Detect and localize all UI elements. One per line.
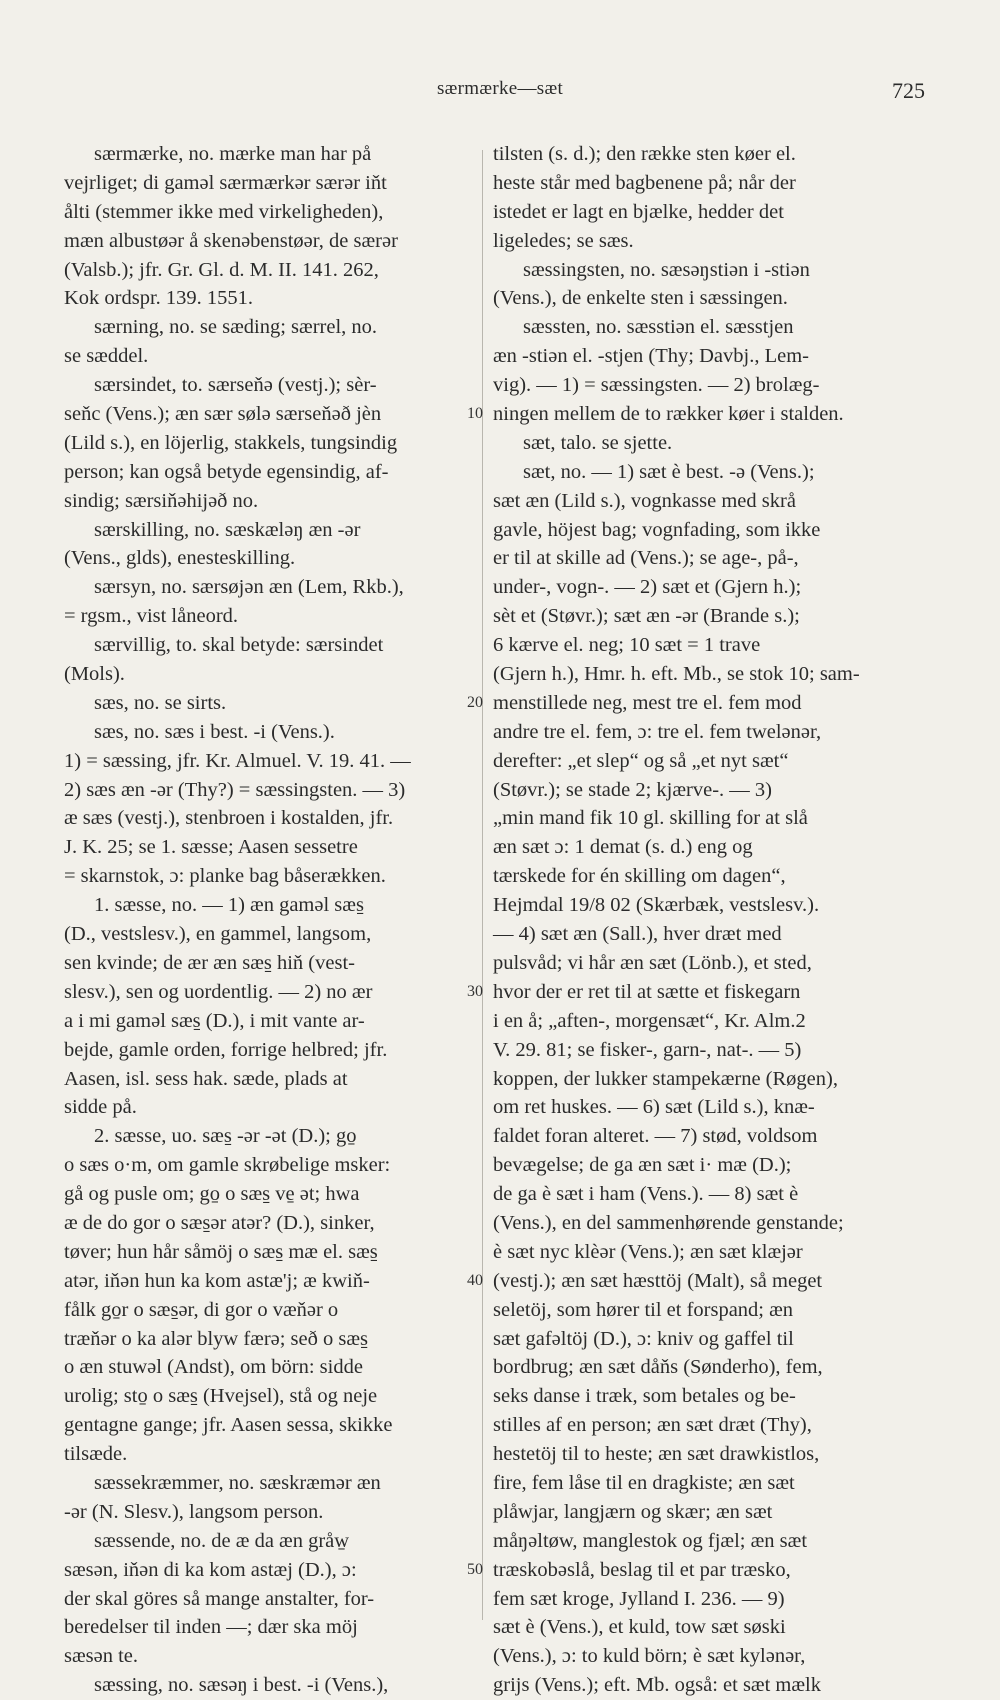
text-line: sèt et (Støvr.); sæt æn -ər (Brande s.);	[493, 605, 800, 628]
text-line: bordbrug; æn sæt dåňs (Sønderho), fem,	[493, 1356, 823, 1379]
text-line: 1. sæsse, no. — 1) æn gaməl sæs̱	[94, 894, 364, 917]
text-line: æn sæt ɔ: 1 demat (s. d.) eng og	[493, 836, 753, 859]
text-line: urolig; sto̱ o sæs̱ (Hvejsel), stå og neje	[64, 1385, 378, 1408]
text-line: sæs, no. sæs i best. -i (Vens.).	[94, 720, 335, 743]
text-line: sæssekræmmer, no. sæskræmər æn	[94, 1471, 381, 1494]
text-line: sindig; særsiňəhijəð no.	[64, 489, 259, 512]
text-line: tøver; hun hår såmöj o sæs̱ mæ el. sæs̱	[64, 1240, 378, 1263]
text-line: koppen, der lukker stampekærne (Røgen),	[493, 1067, 838, 1090]
text-line: 6 kærve el. neg; 10 sæt = 1 trave	[493, 634, 761, 657]
text-line: særsindet, to. særseňə (vestj.); sèr-	[94, 374, 377, 397]
text-line: 2) sæs æn -ər (Thy?) = sæssingsten. — 3)	[64, 778, 406, 801]
text-line: sæt, no. — 1) sæt è best. -ə (Vens.);	[523, 460, 815, 483]
text-line: sæsən te.	[64, 1645, 139, 1668]
text-line: grijs (Vens.); eft. Mb. også: et sæt mælk	[493, 1674, 821, 1697]
text-line: (Gjern h.), Hmr. h. eft. Mb., se stok 10; sam-	[493, 663, 860, 686]
text-line: se sæddel.	[64, 345, 149, 368]
text-line: ningen mellem de to rækker køer i stalden.	[493, 403, 844, 426]
text-line: gentagne gange; jfr. Aasen sessa, skikke	[64, 1414, 393, 1437]
text-line: beredelser til inden —; dær ska möj	[64, 1616, 358, 1639]
text-line: særmærke, no. mærke man har på	[94, 143, 372, 165]
margin-line-number: 30	[467, 983, 483, 1001]
text-line: om ret huskes. — 6) sæt (Lild s.), knæ-	[493, 1096, 815, 1119]
text-line: Kok ordspr. 139. 1551.	[64, 287, 254, 310]
text-line: sen kvinde; de ær æn sæs̱ hiň (vest-	[64, 951, 355, 974]
text-line: menstillede neg, mest tre el. fem mod	[493, 691, 802, 714]
margin-line-number: 50	[467, 1561, 483, 1579]
text-line: — 4) sæt æn (Sall.), hver dræt med	[493, 923, 782, 946]
text-line: andre tre el. fem, ɔ: tre el. fem twelənər,	[493, 720, 822, 743]
text-line: træskobəslå, beslag til et par træsko,	[493, 1558, 791, 1581]
text-line: tærskede for én skilling om dagen“,	[493, 865, 786, 888]
text-line: (Mols).	[64, 663, 125, 686]
text-line: fire, fem låse til en dragkiste; æn sæt	[493, 1471, 795, 1494]
text-line: vejrliget; di gaməl særmærkər særər iňt	[64, 171, 387, 194]
text-line: sæsən, iňən di ka kom astæj (D.), ɔ:	[64, 1558, 357, 1581]
text-line: sæssingsten, no. sæsəŋstiən i -stiən	[523, 258, 810, 281]
text-line: sæt gafəltöj (D.), ɔ: kniv og gaffel til	[493, 1327, 794, 1350]
text-line: træňər o ka alər blyw færə; seð o sæs̱	[64, 1327, 369, 1350]
text-line: atər, iňən hun ka kom astæ'j; æ kwiň-	[64, 1269, 370, 1292]
text-line: = rgsm., vist låneord.	[64, 605, 239, 628]
text-line: bejde, gamle orden, forrige helbred; jfr.	[64, 1038, 388, 1061]
text-line: der skal göres så mange anstalter, for-	[64, 1587, 375, 1610]
text-line: gå og pusle om; go̱ o sæs̱ ve̱ ət; hwa	[64, 1183, 360, 1206]
text-line: fem sæt kroge, Jylland I. 236. — 9)	[493, 1587, 785, 1610]
text-line: J. K. 25; se 1. sæsse; Aasen sessetre	[64, 836, 358, 859]
text-line: „min mand fik 10 gl. skilling for at slå	[493, 807, 808, 830]
text-line: istedet er lagt en bjælke, hedder det	[493, 200, 784, 223]
text-line: sæt æn (Lild s.), vognkasse med skrå	[493, 489, 796, 512]
text-line: tilsten (s. d.); den række sten køer el.	[493, 143, 796, 165]
left-column	[64, 140, 469, 1700]
text-line: Hejmdal 19/8 02 (Skærbæk, vestslesv.).	[493, 894, 820, 917]
text-line: (Vens., glds), enesteskilling.	[64, 547, 296, 570]
text-line: særvillig, to. skal betyde: særsindet	[94, 634, 384, 657]
text-line: de ga è sæt i ham (Vens.). — 8) sæt è	[493, 1183, 799, 1206]
text-line: fålk go̱r o sæs̱ər, di gor o væňər o	[64, 1298, 339, 1321]
text-line: (D., vestslesv.), en gammel, langsom,	[64, 923, 372, 946]
text-line: æ de do gor o sæs̱ər atər? (D.), sinker,	[64, 1211, 375, 1234]
text-line: (Lild s.), en löjerlig, stakkels, tungsindig	[64, 431, 398, 454]
page-number: 725	[892, 78, 925, 103]
text-line: pulsvåd; vi hår æn sæt (Lönb.), et sted,	[493, 951, 812, 974]
text-line: sæssten, no. sæsstiən el. sæsstjen	[523, 316, 794, 339]
text-line: tilsæde.	[64, 1443, 128, 1466]
text-line: (Støvr.); se stade 2; kjærve-. — 3)	[493, 778, 772, 801]
text-line: o sæs o·m, om gamle skrøbelige msker:	[64, 1154, 391, 1177]
text-line: måŋəltøw, manglestok og fjæl; æn sæt	[493, 1529, 808, 1552]
text-line: V. 29. 81; se fisker-, garn-, nat-. — 5)	[493, 1038, 802, 1061]
text-line: (Vens.), en del sammenhørende genstande;	[493, 1211, 844, 1234]
running-title: særmærke—sæt	[436, 78, 564, 99]
text-line: plåwjar, langjærn og skær; æn sæt	[493, 1500, 773, 1523]
text-line: -ər (N. Slesv.), langsom person.	[64, 1500, 324, 1523]
text-line: under-, vogn-. — 2) sæt et (Gjern h.);	[493, 576, 802, 599]
text-line: ligeledes; se sæs.	[493, 229, 634, 252]
text-line: æn -stiən el. -stjen (Thy; Davbj., Lem-	[493, 345, 809, 368]
text-line: o æn stuwəl (Andst), om börn: sidde	[64, 1356, 363, 1379]
text-line: æ sæs (vestj.), stenbroen i kostalden, jfr.	[64, 807, 394, 830]
text-line: a i mi gaməl sæs̱ (D.), i mit vante ar-	[64, 1009, 365, 1032]
text-line: bevægelse; de ga æn sæt i· mæ (D.);	[493, 1154, 792, 1177]
text-line: særskilling, no. sæskæləŋ æn -ər	[94, 518, 361, 541]
text-line: (Vens.), ɔ: to kuld börn; è sæt kylənər,	[493, 1645, 806, 1668]
right-column	[493, 140, 921, 1700]
text-line: vig). — 1) = sæssingsten. — 2) brolæg-	[493, 374, 820, 397]
text-line: sæt è (Vens.), et kuld, tow sæt søski	[493, 1616, 786, 1639]
text-line: sæs, no. se sirts.	[94, 691, 227, 714]
text-line: 2. sæsse, uo. sæs̱ -ər -ət (D.); go̱	[94, 1125, 357, 1148]
text-line: mæn albustøər å skenəbenstøər, de særər	[64, 229, 398, 252]
text-line: i en å; „aften-, morgensæt“, Kr. Alm.2	[493, 1009, 806, 1032]
text-line: hvor der er ret til at sætte et fiskegarn	[493, 980, 801, 1003]
text-line: slesv.), sen og uordentlig. — 2) no ær	[64, 980, 373, 1003]
text-line: sæssing, no. sæsəŋ i best. -i (Vens.),	[94, 1674, 389, 1697]
text-line: seňc (Vens.); æn sær sølə særseňəð jèn	[64, 403, 382, 426]
text-line: særning, no. se sæding; særrel, no.	[94, 316, 378, 339]
text-line: (Vens.), de enkelte sten i sæssingen.	[493, 287, 788, 310]
text-line: seks danse i træk, som betales og be-	[493, 1385, 796, 1408]
text-line: sæssende, no. de æ da æn gråw̱	[94, 1529, 350, 1552]
text-line: er til at skille ad (Vens.); se age-, på-,	[493, 547, 799, 570]
text-line: person; kan også betyde egensindig, af-	[64, 460, 389, 483]
text-line: gavle, höjest bag; vognfading, som ikke	[493, 518, 821, 541]
text-line: stilles af en person; æn sæt dræt (Thy),	[493, 1414, 812, 1437]
text-line: (Valsb.); jfr. Gr. Gl. d. M. II. 141. 262,	[64, 258, 379, 281]
margin-line-number: 20	[467, 694, 483, 712]
text-line: ålti (stemmer ikke med virkeligheden),	[64, 200, 384, 223]
text-line: faldet foran alteret. — 7) stød, voldsom	[493, 1125, 818, 1148]
text-line: (vestj.); æn sæt hæsttöj (Malt), så meget	[493, 1269, 823, 1292]
text-line: derefter: „et slep“ og så „et nyt sæt“	[493, 749, 789, 772]
column-divider	[482, 150, 483, 1620]
text-line: Aasen, isl. sess hak. sæde, plads at	[64, 1067, 348, 1090]
text-line: sæt, talo. se sjette.	[523, 431, 673, 454]
margin-line-number: 10	[467, 405, 483, 423]
text-line: hestetöj til to heste; æn sæt drawkistlos,	[493, 1443, 820, 1466]
text-line: 1) = sæssing, jfr. Kr. Almuel. V. 19. 41. —	[64, 749, 411, 772]
text-line: særsyn, no. særsøjən æn (Lem, Rkb.),	[94, 576, 404, 599]
text-line: seletöj, som hører til et forspand; æn	[493, 1298, 794, 1321]
margin-line-number: 40	[467, 1272, 483, 1290]
text-line: = skarnstok, ɔ: planke bag båserækken.	[64, 865, 386, 888]
text-line: heste står med bagbenene på; når der	[493, 171, 796, 194]
text-line: sidde på.	[64, 1096, 137, 1119]
page-header	[0, 78, 1000, 108]
text-line: è sæt nyc klèər (Vens.); æn sæt klæjər	[493, 1240, 803, 1263]
